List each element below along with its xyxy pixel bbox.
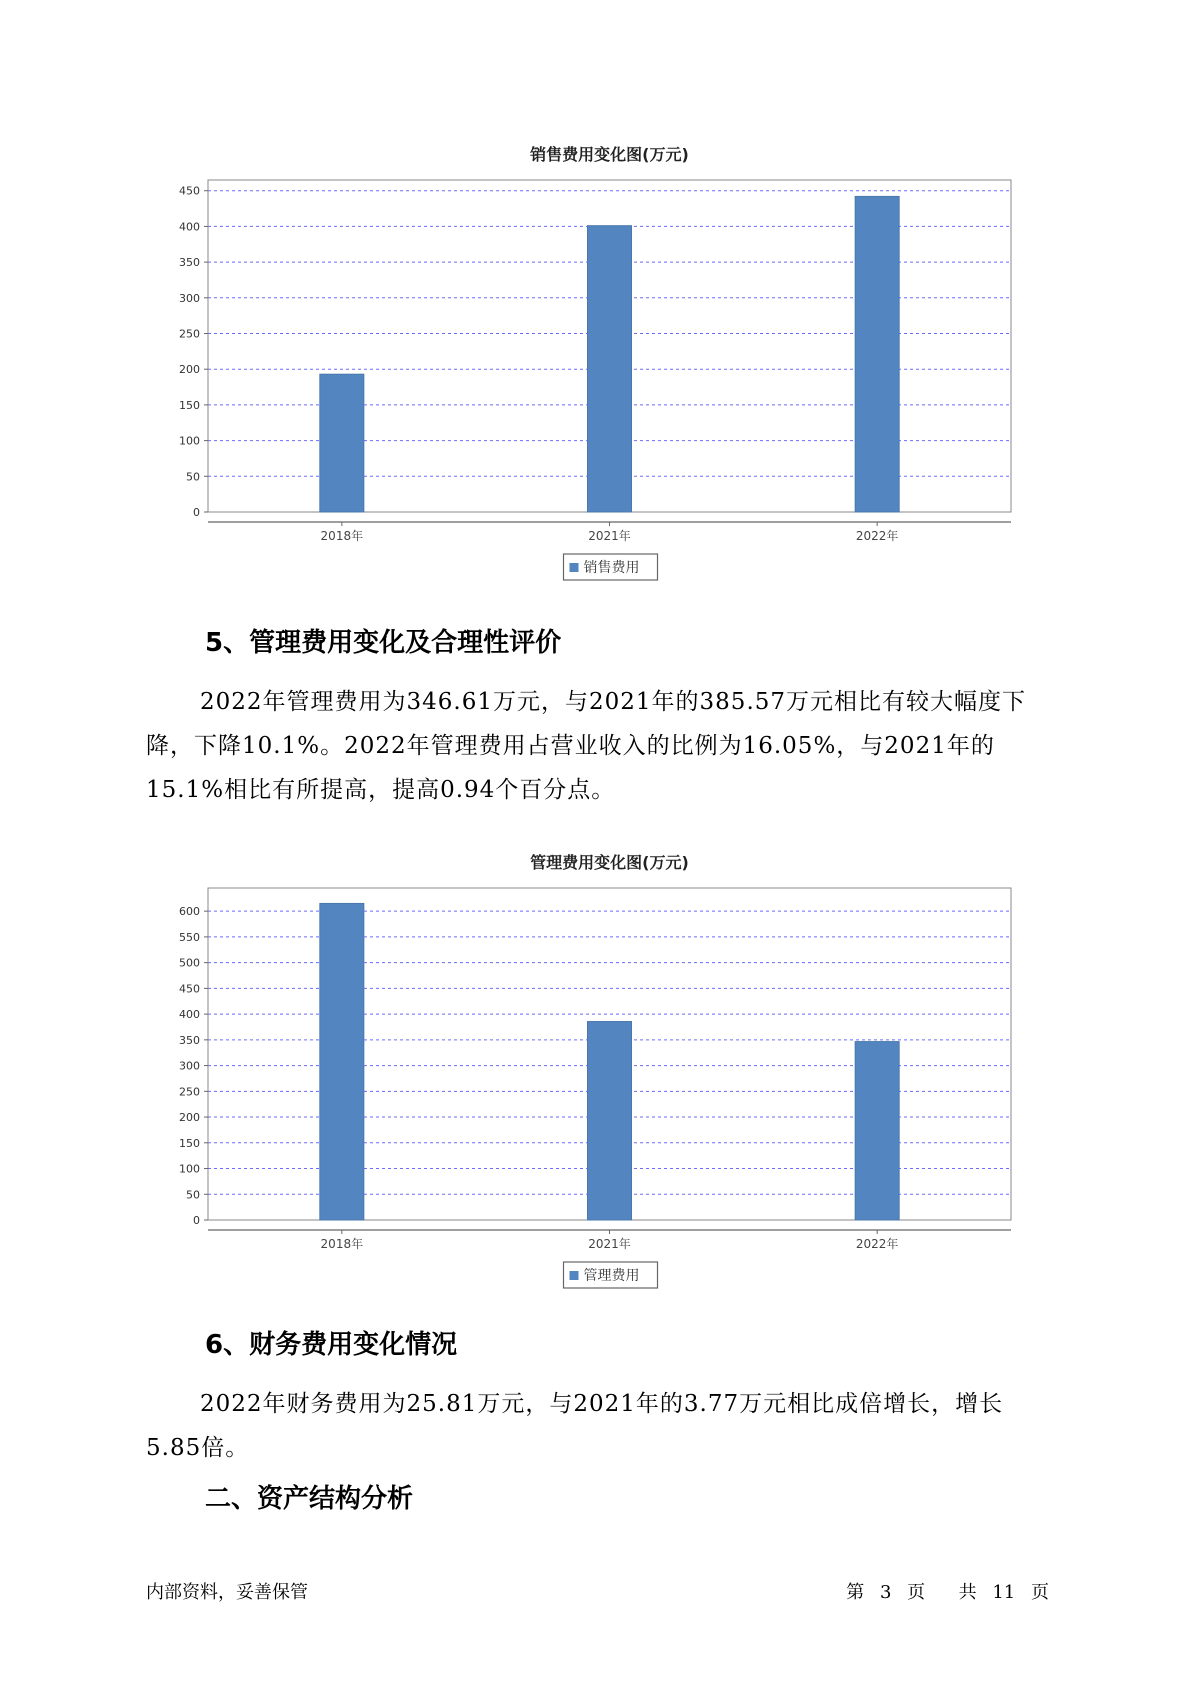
page-prefix: 第	[846, 1582, 865, 1603]
legend-swatch	[570, 1271, 579, 1280]
legend-swatch	[570, 563, 579, 572]
y-tick-label: 50	[186, 1188, 200, 1202]
total-prefix: 共	[958, 1582, 977, 1603]
bar-2018年	[320, 374, 364, 512]
x-tick-label: 2021年	[588, 1237, 631, 1251]
y-tick-label: 300	[179, 1059, 200, 1073]
footer-confidential-note: 内部资料，妥善保管	[146, 1582, 308, 1603]
footer-page-info	[846, 1578, 1049, 1604]
y-tick-label: 600	[179, 905, 200, 919]
y-tick-label: 250	[179, 1085, 200, 1099]
bar-2021年	[588, 1022, 632, 1220]
sales-expense-chart	[0, 130, 1191, 590]
sales-expense-chart-svg	[0, 130, 1191, 590]
total-pages: 11	[992, 1582, 1016, 1603]
x-tick-label: 2022年	[855, 1237, 899, 1251]
page-suffix: 页	[907, 1582, 926, 1603]
bar-2018年	[320, 903, 364, 1220]
mgmt-expense-heading: 5、管理费用变化及合理性评价	[205, 628, 562, 658]
y-tick-label: 150	[179, 1136, 200, 1150]
total-suffix: 页	[1031, 1582, 1049, 1603]
y-tick-label: 350	[179, 256, 200, 270]
y-tick-label: 400	[179, 1008, 200, 1022]
y-tick-label: 100	[179, 1162, 200, 1176]
y-tick-label: 450	[179, 184, 200, 198]
y-tick-label: 500	[179, 956, 200, 970]
y-tick-label: 450	[179, 982, 200, 996]
bar-2022年	[855, 196, 899, 512]
mgmt-expense-paragraph: 2022年管理费用为346.61万元，与2021年的385.57万元相比有较大幅度下降，下降10.1%。2022年管理费用占营业收入的比例为16.05%，与2021年的15.1%相比有所提高，提高0.94个百分点。	[146, 689, 1027, 803]
mgmt-expense-chart-svg	[0, 838, 1191, 1298]
legend-label: 管理费用	[583, 1268, 640, 1284]
y-tick-label: 550	[179, 930, 200, 944]
legend-label: 销售费用	[583, 560, 640, 576]
chart-title: 销售费用变化图(万元)	[530, 145, 689, 164]
mgmt-expense-chart	[0, 838, 1191, 1298]
x-tick-label: 2018年	[320, 529, 364, 543]
y-tick-label: 0	[193, 506, 200, 519]
y-tick-label: 100	[179, 434, 200, 448]
x-tick-label: 2022年	[855, 529, 899, 543]
x-tick-label: 2018年	[320, 1237, 364, 1251]
asset-structure-heading: 二、资产结构分析	[205, 1484, 414, 1514]
chart-title: 管理费用变化图(万元)	[530, 853, 689, 872]
y-tick-label: 50	[186, 470, 200, 484]
bar-2022年	[855, 1042, 899, 1220]
x-tick-label: 2021年	[588, 529, 631, 543]
y-tick-label: 300	[179, 291, 200, 305]
y-tick-label: 400	[179, 220, 200, 234]
y-tick-label: 200	[179, 1111, 200, 1125]
y-tick-label: 200	[179, 363, 200, 377]
y-tick-label: 250	[179, 327, 200, 341]
bar-2021年	[588, 226, 632, 512]
finance-expense-heading: 6、财务费用变化情况	[205, 1330, 458, 1360]
page-number: 3	[879, 1582, 892, 1603]
y-tick-label: 350	[179, 1033, 200, 1047]
finance-expense-paragraph: 2022年财务费用为25.81万元，与2021年的3.77万元相比成倍增长，增长5.85倍。	[146, 1391, 1004, 1461]
y-tick-label: 0	[193, 1214, 200, 1227]
y-tick-label: 150	[179, 398, 200, 412]
